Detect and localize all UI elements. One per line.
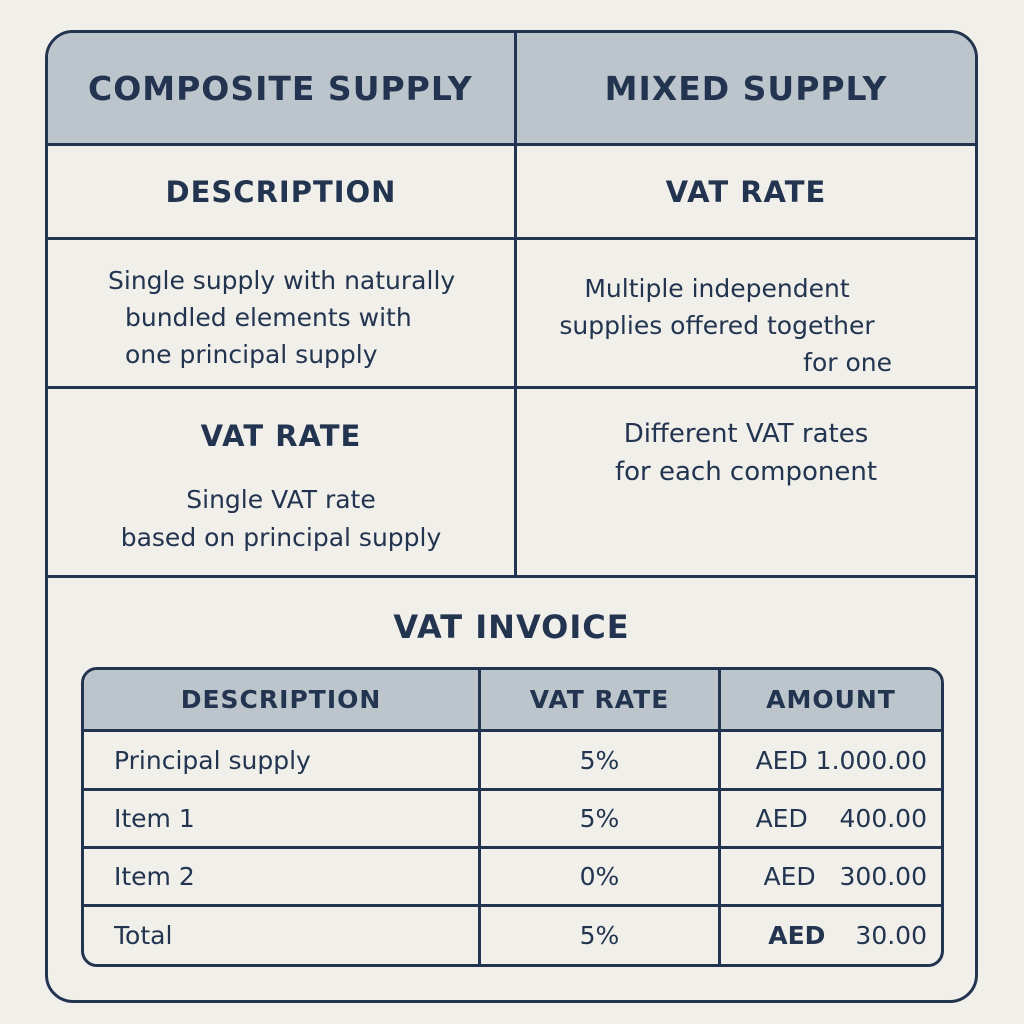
invoice-amount-cell: AED 1.000.00 — [755, 745, 927, 775]
invoice-vat-rate-cell: 5% — [481, 791, 721, 846]
composite-supply-header: COMPOSITE SUPPLY — [48, 33, 517, 143]
invoice-column-header: VAT RATE — [481, 670, 721, 729]
mixed-description-line: Multiple independent — [584, 274, 850, 303]
invoice-amount-cell: AED 400.00 — [755, 804, 927, 833]
invoice-total-value: 30.00 — [855, 921, 927, 950]
table-row — [84, 849, 941, 907]
description-subheader: DESCRIPTION — [48, 146, 517, 237]
composite-description-cell — [48, 240, 517, 386]
header-row — [48, 33, 975, 146]
vat-invoice-table — [81, 667, 944, 967]
invoice-description-cell: Item 2 — [84, 849, 481, 904]
mixed-vat-rate-line: for each component — [614, 457, 878, 487]
invoice-total-amount-cell — [721, 907, 941, 964]
invoice-description-cell: Item 1 — [84, 791, 481, 846]
table-row — [84, 732, 941, 791]
mixed-supply-header: MIXED SUPPLY — [604, 68, 888, 108]
table-row — [84, 791, 941, 849]
description-row — [48, 240, 975, 389]
composite-vat-rate-line: based on principal supply — [120, 523, 442, 552]
subheader-row — [48, 146, 975, 240]
mixed-description — [542, 270, 892, 381]
composite-vat-rate-text — [48, 481, 514, 557]
invoice-description-cell: Principal supply — [84, 732, 481, 788]
composite-description-line: Single supply with naturally — [108, 266, 456, 295]
mixed-description-cell — [517, 240, 975, 386]
invoice-vat-rate-cell: 5% — [481, 732, 721, 788]
invoice-header-row — [84, 670, 941, 732]
invoice-column-header: AMOUNT — [766, 685, 896, 714]
invoice-vat-rate-cell: 0% — [481, 849, 721, 904]
invoice-total-currency: AED — [768, 921, 826, 950]
vat-invoice-title: VAT INVOICE — [393, 608, 630, 646]
composite-description-line: bundled elements with — [125, 303, 412, 332]
invoice-amount-cell: AED 300.00 — [763, 862, 927, 891]
supply-comparison-card — [45, 30, 978, 1003]
invoice-vat-rate-cell: 5% — [481, 907, 721, 964]
mixed-description-line: supplies offered together — [559, 311, 875, 340]
mixed-vat-rate-line: Different VAT rates — [623, 419, 869, 449]
invoice-description-cell: Total — [84, 907, 481, 964]
mixed-vat-rate-cell — [517, 389, 975, 575]
table-row-total — [84, 907, 941, 964]
mixed-description-line: for one — [803, 348, 892, 377]
mixed-vat-rate-text — [517, 415, 975, 491]
composite-description-line: one principal supply — [125, 340, 378, 369]
invoice-column-header: DESCRIPTION — [84, 670, 481, 729]
vat-rate-subheader: VAT RATE — [665, 174, 827, 209]
composite-description — [108, 262, 455, 373]
vat-rate-row — [48, 389, 975, 578]
vat-invoice-section — [48, 578, 975, 1003]
composite-vat-rate-cell — [48, 389, 517, 575]
composite-vat-rate-title: VAT RATE — [200, 419, 362, 453]
composite-vat-rate-line: Single VAT rate — [186, 485, 376, 514]
